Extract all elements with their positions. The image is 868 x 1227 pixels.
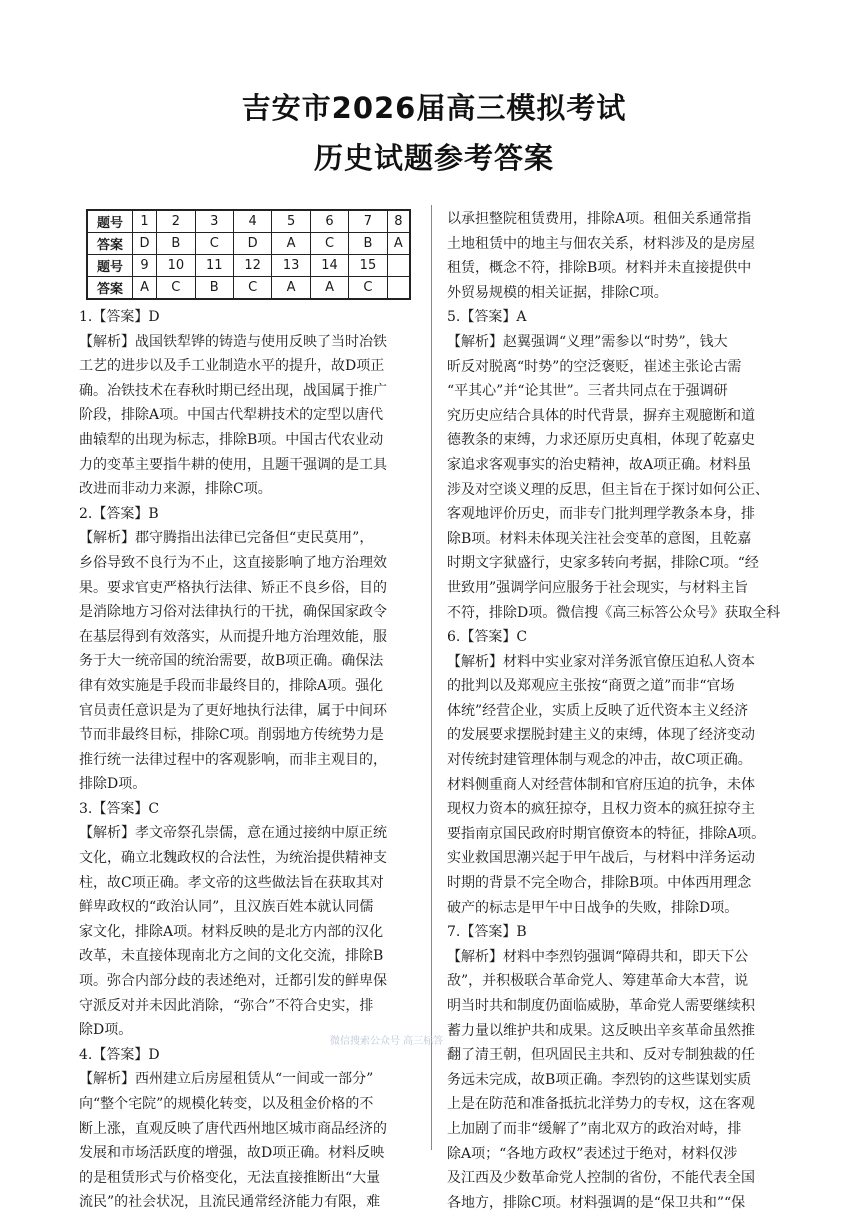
answer-cell: D xyxy=(133,233,157,255)
question-number-cell: 9 xyxy=(133,255,157,277)
text-line: 昕反对脱离“时势”的空泛褒贬，崔述主张论古需 xyxy=(447,358,742,375)
text-line: 及江西及少数革命党人控制的省份，不能代表全国 xyxy=(447,1170,755,1187)
text-line: 柱，故C项正确。孝文帝的这些做法旨在获取其对 xyxy=(79,874,384,891)
column-divider xyxy=(431,205,432,1150)
question-number-cell: 12 xyxy=(233,255,271,277)
text-line: 现权力资本的疯狂掠夺，且权力资本的疯狂掠夺主 xyxy=(447,801,755,818)
answer-cell: C xyxy=(233,277,271,300)
text-line: 破产的标志是甲午中日战争的失败，排除D项。 xyxy=(447,899,739,916)
text-line: 7.【答案】B xyxy=(447,924,527,941)
text-line: 官员责任意识是为了更好地执行法律，属于中间环 xyxy=(79,702,387,719)
text-line: 【解析】赵翼强调“义理”需参以“时势”，钱大 xyxy=(447,333,728,350)
question-number-cell: 6 xyxy=(310,210,348,233)
text-line: 果。要求官吏严格执行法律、矫正不良乡俗，目的 xyxy=(79,579,387,596)
question-number-cell: 11 xyxy=(195,255,233,277)
question-number-cell: 4 xyxy=(233,210,271,233)
text-line: 阶段，排除A项。中国古代犁耕技术的定型以唐代 xyxy=(79,407,384,424)
question-number-cell xyxy=(387,255,410,277)
text-line: 的是租赁形式与价格变化，无法直接推断出“大量 xyxy=(79,1169,381,1186)
text-line: 务远未完成，故B项正确。李烈钧的这些谋划实质 xyxy=(447,1071,752,1088)
text-line: 土地租赁中的地主与佃农关系，材料涉及的是房屋 xyxy=(447,235,755,252)
answer-cell: C xyxy=(157,277,195,300)
text-line: 改革，未直接体现南北方之间的文化交流，排除B xyxy=(79,948,384,965)
question-number-cell: 3 xyxy=(195,210,233,233)
text-line: 项。弥合内部分歧的表述绝对，迁都引发的鲜卑保 xyxy=(79,973,387,990)
answer-row xyxy=(87,277,410,300)
text-line: 【解析】材料中李烈钧强调“障碍共和，即天下公 xyxy=(447,948,749,965)
page-subtitle: 历史试题参考答案 xyxy=(313,141,554,175)
text-line: 节而非最终目标，排除C项。削弱地方传统势力是 xyxy=(79,727,384,744)
answer-row xyxy=(87,233,410,255)
answer-cell: A xyxy=(310,277,348,300)
text-line: 体统”经营企业，实质上反映了近代资本主义经济 xyxy=(447,702,749,719)
question-number-cell: 5 xyxy=(272,210,310,233)
question-number-cell: 10 xyxy=(157,255,195,277)
text-line: 翻了清王朝，但巩固民主共和、反对专制独裁的任 xyxy=(447,1047,755,1064)
text-line: 世致用”强调学问应服务于社会现实，与材料主旨 xyxy=(447,579,749,596)
text-line: 时期文字狱盛行，史家多转向考据，排除C项。“经 xyxy=(447,555,759,572)
answer-cell xyxy=(387,277,410,300)
text-line: 文化，确立北魏政权的合法性，为统治提供精神支 xyxy=(79,850,387,867)
text-line: 在基层得到有效落实，从而提升地方治理效能，服 xyxy=(79,628,387,645)
text-line: 【解析】郡守腾指出法律已完备但“吏民莫用”， xyxy=(79,530,374,547)
text-line: 确。冶铁技术在春秋时期已经出现，战国属于推广 xyxy=(79,382,387,399)
text-line: 律有效实施是手段而非最终目的，排除A项。强化 xyxy=(79,677,384,694)
text-line: 租赁，概念不符，排除B项。材料并未直接提供中 xyxy=(447,260,752,277)
text-line: 涉及对空谈义理的反思，但主旨在于探讨如何公正、 xyxy=(447,481,769,498)
text-line: 【解析】战国铁犁铧的铸造与使用反映了当时冶铁 xyxy=(79,333,387,350)
page-title: 吉安市2026届高三模拟考试 xyxy=(241,91,627,125)
text-line: 敌”，并积极联合革命党人、筹建革命大本营，说 xyxy=(447,973,749,990)
question-number-row xyxy=(87,255,410,277)
text-line: 是消除地方习俗对法律执行的干扰，确保国家政令 xyxy=(79,604,387,621)
text-line: 【解析】材料中实业家对洋务派官僚压迫私人资本 xyxy=(447,653,755,670)
answer-cell: A xyxy=(272,233,310,255)
text-line: 推行统一法律过程中的客观影响，而非主观目的， xyxy=(79,751,387,768)
text-line: 务于大一统帝国的统治需要，故B项正确。确保法 xyxy=(79,653,384,670)
text-line: 守派反对并未因此消除，“弥合”不符合史实，排 xyxy=(79,997,374,1014)
text-line: 6.【答案】C xyxy=(447,629,528,646)
text-line: 断上涨，直观反映了唐代西州地区城市商品经济的 xyxy=(79,1120,387,1137)
question-number-row xyxy=(87,210,410,233)
text-line: 的发展要求摆脱封建主义的束缚，体现了经济变动 xyxy=(447,727,755,744)
text-line: 客观地评价历史，而非专门批判理学教条本身，排 xyxy=(447,506,755,523)
text-line: 3.【答案】C xyxy=(79,800,160,817)
text-line: 究历史应结合具体的时代背景，摒弃主观臆断和道 xyxy=(447,407,755,424)
text-line: 除D项。 xyxy=(79,1022,133,1039)
text-line: 家追求客观事实的治史精神，故A项正确。材料虽 xyxy=(447,456,752,473)
question-number-cell: 15 xyxy=(349,255,387,277)
answer-cell: B xyxy=(195,277,233,300)
text-line: “平其心”并“论其世”。三者共同点在于强调研 xyxy=(447,383,728,400)
question-number-label: 题号 xyxy=(87,210,133,233)
text-line: 要指南京国民政府时期官僚资本的特征，排除A项。 xyxy=(447,825,766,842)
question-number-cell: 2 xyxy=(157,210,195,233)
question-number-cell: 13 xyxy=(272,255,310,277)
text-line: 乡俗导致不良行为不止，这直接影响了地方治理效 xyxy=(79,554,387,571)
text-line: 明当时共和制度仍面临威胁，革命党人需要继续积 xyxy=(447,998,755,1014)
answer-cell: A xyxy=(387,233,410,255)
text-line: 除A项；“各地方政权”表述过于绝对，材料仅涉 xyxy=(447,1145,738,1162)
left-column xyxy=(79,305,419,1215)
text-line: 流民”的社会状况，且流民通常经济能力有限，难 xyxy=(79,1194,381,1211)
watermark: 微信搜索公众号 高三标答 xyxy=(330,1036,444,1047)
question-number-cell: 8 xyxy=(387,210,410,233)
text-line: 各地方，排除C项。材料强调的是“保卫共和”“保 xyxy=(447,1194,746,1211)
answer-label: 答案 xyxy=(87,277,133,300)
text-line: 1.【答案】D xyxy=(79,309,160,325)
right-column xyxy=(447,207,794,1215)
text-line: 改进而非动力来源，排除C项。 xyxy=(79,481,272,498)
text-line: 对传统封建管理体制与观念的冲击，故C项正确。 xyxy=(447,752,752,769)
answer-table xyxy=(86,209,411,300)
answer-cell: B xyxy=(349,233,387,255)
text-line: 鲜卑政权的“政治认同”，且汉族百姓本就认同儒 xyxy=(79,899,374,916)
text-line: 力的变革主要指牛耕的使用，且题干强调的是工具 xyxy=(79,456,387,473)
question-number-label: 题号 xyxy=(87,255,133,277)
text-line: 家文化，排除A项。材料反映的是北方内部的汉化 xyxy=(79,923,384,940)
answer-cell: B xyxy=(157,233,195,255)
text-line: 曲辕犁的出现为标志，排除B项。中国古代农业动 xyxy=(79,431,384,448)
text-line: 不符，排除D项。微信搜《高三标答公众号》获取全科 xyxy=(447,604,781,621)
text-line: 向“整个宅院”的规模化转变，以及租金价格的不 xyxy=(79,1096,374,1112)
text-line: 时期的背景不完全吻合，排除B项。中体西用理念 xyxy=(447,875,752,892)
text-line: 2.【答案】B xyxy=(79,505,159,522)
answer-cell: C xyxy=(310,233,348,255)
answer-label: 答案 xyxy=(87,233,133,255)
question-number-cell: 7 xyxy=(349,210,387,233)
text-line: 发展和市场活跃度的增强，故D项正确。材料反映 xyxy=(79,1145,385,1162)
question-number-cell: 1 xyxy=(133,210,157,233)
text-line: 【解析】孝文帝祭孔崇儒，意在通过接纳中原正统 xyxy=(79,825,387,842)
answer-cell: C xyxy=(195,233,233,255)
text-line: 除B项。材料未体现关注社会变革的意图，且乾嘉 xyxy=(447,530,752,547)
text-line: 排除D项。 xyxy=(79,776,147,793)
answer-cell: A xyxy=(272,277,310,300)
text-line: 德教条的束缚，力求还原历史真相，体现了乾嘉史 xyxy=(447,432,755,449)
text-line: 实业救国思潮兴起于甲午战后，与材料中洋务运动 xyxy=(447,850,755,867)
text-line: 外贸易规模的相关证据，排除C项。 xyxy=(447,284,668,301)
question-number-cell: 14 xyxy=(310,255,348,277)
text-line: 材料侧重商人对经营体制和官府压迫的抗争，未体 xyxy=(447,776,755,793)
text-line: 的批判以及郑观应主张按“商贾之道”而非“官场 xyxy=(447,678,735,695)
text-line: 蓄力量以维护共和成果。这反映出辛亥革命虽然推 xyxy=(447,1022,755,1039)
text-line: 上加剧了而非“缓解了”南北双方的政治对峙，排 xyxy=(447,1120,742,1137)
text-line: 工艺的进步以及手工业制造水平的提升，故D项正 xyxy=(79,358,385,375)
answer-cell: C xyxy=(349,277,387,300)
text-line: 4.【答案】D xyxy=(79,1046,160,1063)
answer-cell: D xyxy=(233,233,271,255)
answer-cell: A xyxy=(133,277,157,300)
text-line: 上是在防范和准备抵抗北洋势力的专权，这在客观 xyxy=(447,1096,755,1113)
text-line: 5.【答案】A xyxy=(447,309,527,326)
text-line: 【解析】西州建立后房屋租赁从“一间或一部分” xyxy=(79,1071,374,1088)
text-line: 以承担整院租赁费用，排除A项。租佃关系通常指 xyxy=(447,211,752,227)
